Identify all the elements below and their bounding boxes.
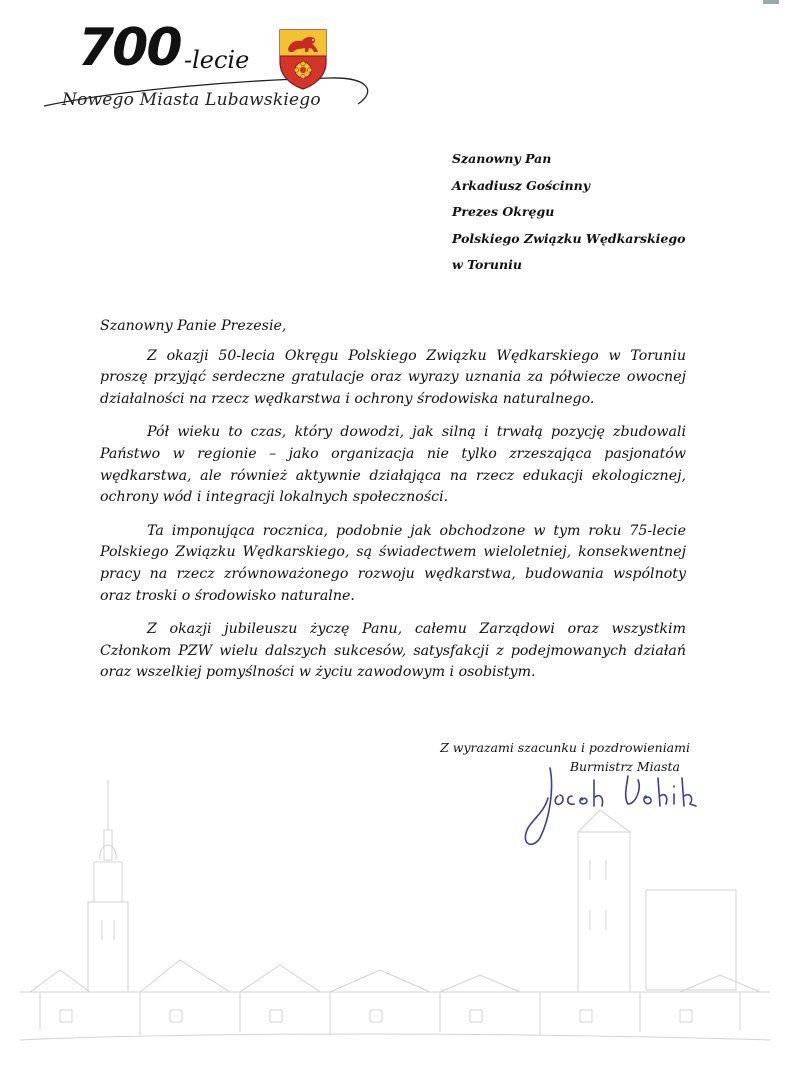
paragraph: Z okazji 50-lecia Okręgu Polskiego Związku Wędkarskiego w Toruniu proszę przyjąć serdeczne gratulacje oraz wyrazy uznania za półwiecze owocnej działalności na rzecz wędkarstwa i ochrony środowiska naturalnego.: [100, 347, 686, 407]
town-name: Nowego Miasta Lubawskiego: [62, 90, 321, 110]
addressee-line: Polskiego Związku Wędkarskiego: [452, 230, 686, 246]
letter-body: [100, 316, 686, 696]
addressee-line: w Toruniu: [452, 257, 522, 272]
addressee-block: [452, 146, 685, 279]
coat-of-arms-icon: [278, 28, 328, 90]
addressee-line: Prezes Okręgu: [452, 204, 555, 219]
paragraph: Pół wieku to czas, który dowodzi, jak silną i trwałą pozycję zbudowali Państwo w regionie – jako organizacja nie tylko zrzeszająca pasjonatów wędkarstwa, ale również aktywnie działająca na rzecz edukacji ekologicznej, ochrony wód i integracji lokalnych społeczności.: [100, 424, 686, 506]
addressee-line: Szanowny Pan: [452, 151, 552, 166]
salutation: Szanowny Panie Prezesie,: [100, 318, 287, 334]
anniversary-number: 700: [78, 18, 181, 78]
scan-edge-mark: [763, 0, 779, 4]
anniversary-suffix: -lecie: [184, 46, 250, 74]
paragraph: Ta imponująca rocznica, podobnie jak obchodzone w tym roku 75-lecie Polskiego Związku Wędkarskiego, są świadectwem wieloletniej, konsekwentnej pracy na rzecz zrównoważonego rozwoju wędkarstwa, budowania wspólnoty oraz troski o środowisko naturalne.: [100, 522, 686, 604]
signer-title: Burmistrz Miasta: [569, 759, 680, 774]
addressee-line: Arkadiusz Gościnny: [452, 177, 590, 193]
closing-phrase: Z wyrazami szacunku i pozdrowieniami: [440, 740, 690, 755]
town-sketch-illustration: [0, 770, 785, 1080]
paragraph: Z okazji jubileuszu życzę Panu, całemu Zarządowi oraz wszystkim Członkom PZW wielu dalszych sukcesów, satysfakcji z podejmowanych działań oraz wszelkiej pomyślności w życiu zawodowym i osobistym.: [100, 621, 686, 681]
